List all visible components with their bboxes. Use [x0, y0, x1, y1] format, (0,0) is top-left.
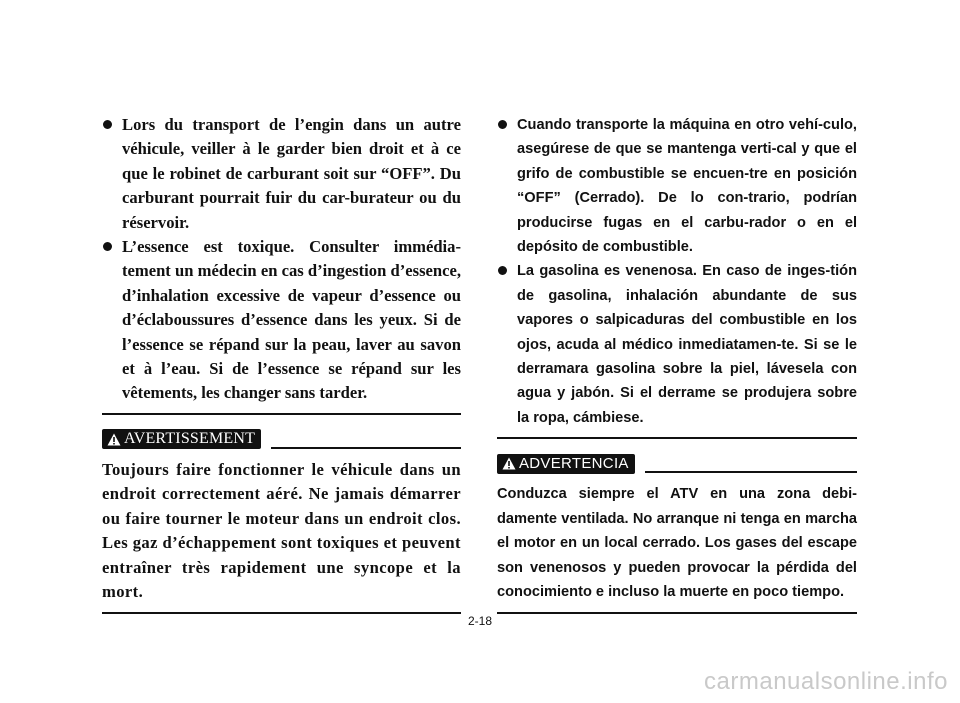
- list-item: [102, 113, 461, 235]
- list-item: [497, 113, 857, 259]
- french-bullet-list: [102, 113, 461, 406]
- watermark: carmanualsonline.info: [704, 668, 948, 695]
- section-divider: [497, 437, 857, 439]
- bullet-icon: [103, 242, 112, 251]
- page-number: 2-18: [467, 614, 493, 628]
- warning-text: Conduzca siempre el ATV en una zona debi-damente ventilada. No arranque ni tenga en marcha el motor en un local cerrado. Los gases del escape son venenosos y pueden provocar la pérdida del conocimiento e incluso la muerte en poco tiempo.: [497, 486, 857, 600]
- bullet-text: Lors du transport de l’engin dans un autre véhicule, veiller à le garder bien droit et à ce que le robinet de carburant soit sur “OFF”. Du carburant pourrait fuir du car-burateur ou du réservoir.: [122, 115, 461, 232]
- warning-header: [102, 429, 461, 450]
- bullet-icon: [103, 120, 112, 129]
- list-item: [497, 259, 857, 430]
- warning-header-rule: [645, 471, 857, 473]
- warning-badge: [497, 454, 635, 474]
- warning-triangle-icon: [502, 457, 516, 470]
- bullet-icon: [498, 120, 507, 129]
- french-column: [102, 113, 461, 614]
- bullet-text: L’essence est toxique. Consulter immédia-tement un médecin en cas d’ingestion d’essence, d’inhalation excessive de vapeur d’essence ou d’éclaboussures d’essence dans les yeux. Si de l’essence se répand sur la peau, laver au savon et à l’eau. Si de l’essence se répand sur les vêtements, les changer sans tarder.: [122, 237, 461, 403]
- section-divider: [102, 413, 461, 415]
- bullet-icon: [498, 266, 507, 275]
- warning-label: ADVERTENCIA: [519, 454, 629, 472]
- bullet-text: Cuando transporte la máquina en otro vehí-culo, asegúrese de que se mantenga verti-cal y que el grifo de combustible se encuen-tre en posición “OFF” (Cerrado). De lo con-trario, podrían producirse fugas en el carbu-rador o en el depósito de combustible.: [517, 117, 857, 256]
- warning-triangle-icon: [107, 433, 121, 446]
- spanish-column: [497, 113, 857, 614]
- warning-label: AVERTISSEMENT: [124, 430, 256, 448]
- warning-header: [497, 453, 857, 474]
- warning-badge: [102, 429, 261, 449]
- list-item: [102, 235, 461, 406]
- warning-header-rule: [271, 447, 461, 449]
- warning-text: Toujours faire fonctionner le véhicule dans un endroit correctement aéré. Ne jamais démarrer ou faire tourner le moteur dans un endroit clos. Les gaz d’échappement sont toxiques et peuvent entraîner très rapidement une syncope et la mort.: [102, 459, 461, 601]
- spanish-bullet-list: [497, 113, 857, 430]
- bullet-text: La gasolina es venenosa. En caso de inges-tión de gasolina, inhalación abundante de sus vapores o salpicaduras del combustible en los ojos, acuda al médico inmediatamen-te. Si se le derramara gasolina sobre la piel, lávesela con agua y jabón. Si el derrame se produjera sobre la ropa, cámbiese.: [517, 263, 857, 426]
